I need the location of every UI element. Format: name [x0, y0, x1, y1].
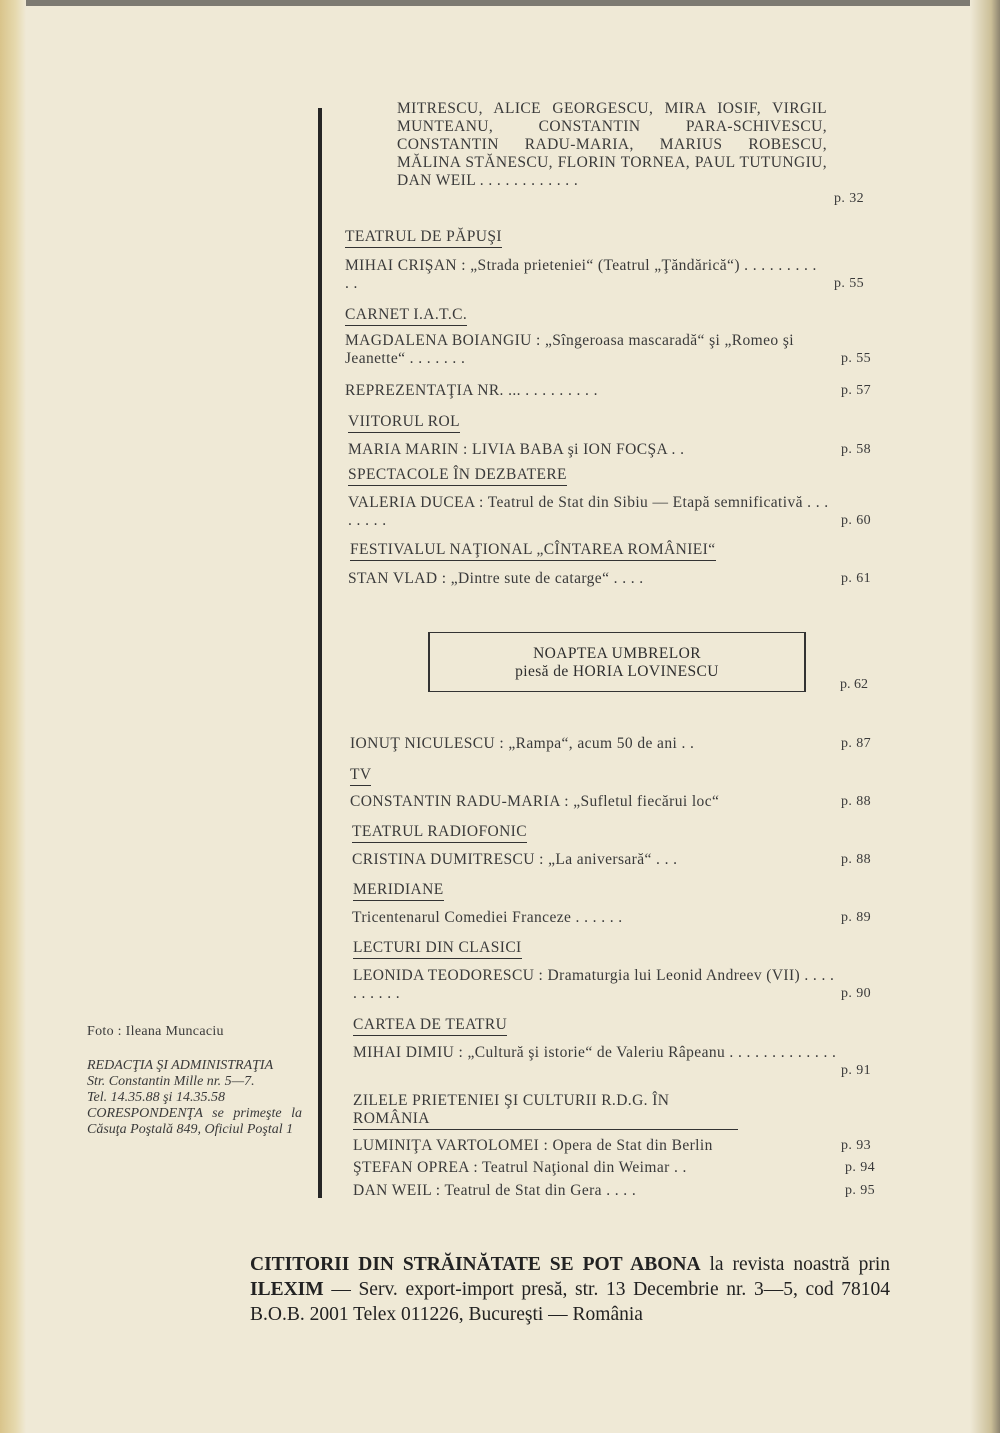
toc-entry: MIHAI DIMIU : „Cultură şi istorie“ de Valeriu Râpeanu . . . . . . . . . . . . .: [353, 1044, 837, 1061]
section-heading: ZILELE PRIETENIEI ŞI CULTURII R.D.G. ÎN ROMÂNIA: [353, 1092, 738, 1130]
toc-entry: MAGDALENA BOIANGIU : „Sîngeroasa mascaradă“ şi „Romeo şi Jeanette“ . . . . . . .: [345, 332, 794, 367]
section-heading: TV: [350, 766, 371, 786]
toc-page: p. 87: [841, 736, 871, 751]
toc-entry: DAN WEIL : Teatrul de Stat din Gera . . . .: [353, 1182, 637, 1199]
toc-entry: LUMINIŢA VARTOLOMEI : Opera de Stat din Berlin: [353, 1137, 713, 1154]
toc-page: p. 61: [841, 571, 871, 586]
page-top-edge: [0, 0, 1000, 6]
feature-page: p. 62: [840, 677, 868, 692]
toc-entry: MARIA MARIN : LIVIA BABA şi ION FOCŞA . .: [348, 441, 685, 458]
correspondence: CORESPONDENŢA se primeşte la Căsuţa Poştală 849, Oficiul Poştal 1: [87, 1106, 302, 1137]
section-heading: FESTIVALUL NAŢIONAL „CÎNTAREA ROMÂNIEI“: [350, 541, 716, 561]
toc-page: p. 55: [841, 351, 871, 366]
section-heading: CARTEA DE TEATRU: [353, 1016, 507, 1036]
section-heading: LECTURI DIN CLASICI: [353, 939, 522, 959]
toc-page: p. 94: [845, 1160, 875, 1175]
footer-text-2: — Serv. export-import presă, str. 13 Decembrie nr. 3—5, cod 78104 B.O.B. 2001 Telex 011226, Bucureşti — România: [250, 1279, 890, 1325]
subscription-notice: [250, 1252, 890, 1327]
toc-page: p. 89: [841, 910, 871, 925]
section-heading: VIITORUL ROL: [348, 413, 460, 433]
section-heading: SPECTACOLE ÎN DEZBATERE: [348, 466, 567, 486]
toc-entry: REPREZENTAŢIA NR. ... . . . . . . . . .: [345, 382, 598, 399]
toc-page: p. 91: [841, 1063, 871, 1078]
feature-title: NOAPTEA UMBRELOR: [533, 645, 701, 662]
toc-page: p. 58: [841, 442, 871, 457]
page-right-edge: [970, 0, 1000, 1433]
vertical-rule: [318, 108, 322, 1198]
toc-page: p. 93: [841, 1138, 871, 1153]
page-left-edge: [0, 0, 26, 1433]
toc-entry: MIHAI CRIŞAN : „Strada prieteniei“ (Teatrul „Ţăndărică“) . . . . . . . . . . .: [345, 257, 817, 292]
toc-entry: STAN VLAD : „Dintre sute de catarge“ . . . .: [348, 570, 644, 587]
section-heading: TEATRUL RADIOFONIC: [352, 823, 527, 843]
toc-page: p. 95: [845, 1183, 875, 1198]
toc-page: p. 90: [841, 986, 871, 1001]
credits-block: [87, 1024, 302, 1138]
section-heading: TEATRUL DE PĂPUŞI: [345, 228, 502, 248]
toc-entry: ŞTEFAN OPREA : Teatrul Naţional din Weimar . .: [353, 1159, 687, 1176]
toc-entry: VALERIA DUCEA : Teatrul de Stat din Sibiu — Etapă semnificativă . . . . . . . .: [348, 494, 829, 529]
toc-entry: LEONIDA TEODORESCU : Dramaturgia lui Leonid Andreev (VII) . . . . . . . . . .: [353, 967, 835, 1002]
toc-entry: IONUŢ NICULESCU : „Rampa“, acum 50 de ani . .: [350, 735, 695, 752]
toc-page: p. 88: [841, 852, 871, 867]
toc-page: p. 57: [841, 383, 871, 398]
footer-bold-1: CITITORII DIN STRĂINĂTATE SE POT ABONA: [250, 1254, 701, 1275]
intro-authors: MITRESCU, ALICE GEORGESCU, MIRA IOSIF, VIRGIL MUNTEANU, CONSTANTIN PARA-SCHIVESCU, CONSTANTIN RADU-MARIA, MARIUS ROBESCU, MĂLINA STĂNESCU, FLORIN TORNEA, PAUL TUTUNGIU, DAN WEIL . . . . . . . . . . . .: [397, 100, 827, 189]
intro-page: p. 32: [834, 191, 864, 206]
footer-bold-2: ILEXIM: [250, 1279, 324, 1300]
section-heading: CARNET I.A.T.C.: [345, 306, 467, 326]
telephone: Tel. 14.35.88 şi 14.35.58: [87, 1090, 225, 1105]
feature-subtitle: piesă de HORIA LOVINESCU: [515, 663, 719, 680]
toc-entry: CONSTANTIN RADU-MARIA : „Sufletul fiecărui loc“: [350, 793, 720, 810]
toc-page: p. 55: [834, 276, 864, 291]
photo-credit: Foto : Ileana Muncaciu: [87, 1024, 224, 1039]
section-heading: MERIDIANE: [353, 881, 444, 901]
toc-entry: Tricentenarul Comediei Franceze . . . . . .: [352, 909, 623, 926]
address: Str. Constantin Mille nr. 5—7.: [87, 1074, 255, 1089]
feature-box: [428, 632, 806, 692]
toc-page: p. 60: [841, 513, 871, 528]
toc-entry: CRISTINA DUMITRESCU : „La aniversară“ . . .: [352, 851, 678, 868]
footer-text-1: la revista noastră prin: [700, 1254, 890, 1275]
redaction-label: REDACŢIA ŞI ADMINISTRAŢIA: [87, 1058, 274, 1073]
toc-page: p. 88: [841, 794, 871, 809]
